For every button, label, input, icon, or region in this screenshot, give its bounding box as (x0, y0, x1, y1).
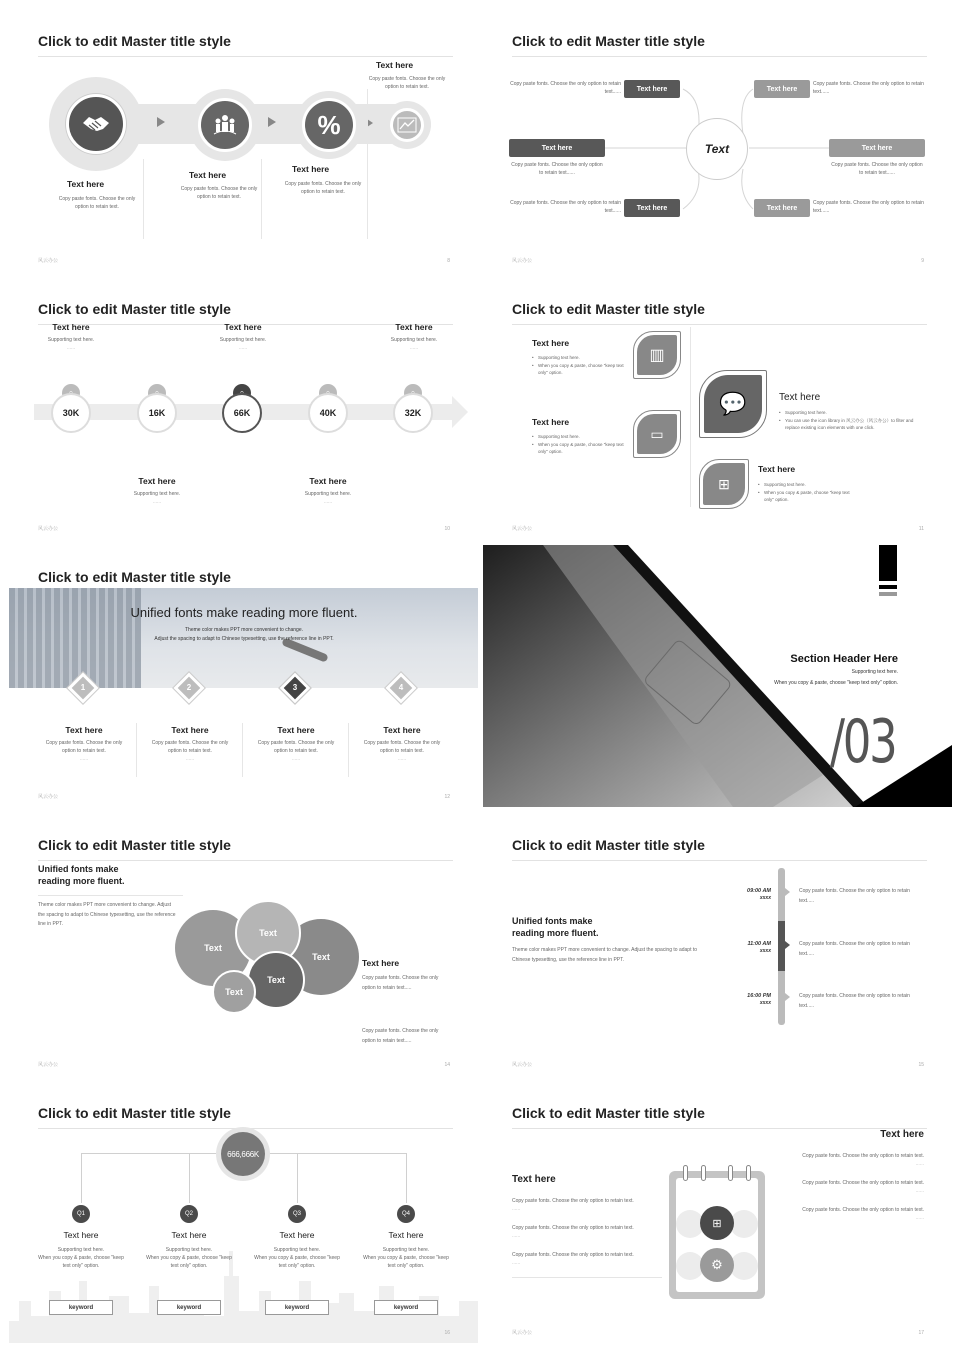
bubble-top: Text (235, 900, 301, 966)
page-number: 10 (444, 526, 450, 532)
right-dots-3: ...... (915, 1215, 924, 1221)
section-mark (879, 545, 897, 601)
divider (143, 159, 144, 239)
team-icon (212, 112, 238, 138)
left-dots-3: ...... (512, 1260, 521, 1266)
stat-16k: 16K (137, 393, 177, 433)
arrow-1 (157, 117, 165, 127)
slide-15[interactable] (483, 813, 952, 1075)
time-3: 16:00 PM (747, 993, 771, 999)
q4-body-1: Supporting text here. (382, 1247, 430, 1253)
bottom-1-dots: ...... (152, 499, 162, 505)
top-3-dots: ...... (409, 345, 419, 351)
col-4-dots: ...... (397, 756, 407, 762)
q3-badge: Q3 (288, 1205, 306, 1223)
mark-line (879, 585, 897, 589)
slide-title: Click to edit Master title style (38, 1105, 231, 1121)
top-2-body: Supporting text here. (219, 337, 267, 343)
right-dots-2: ...... (915, 1188, 924, 1194)
right-dots-1: ...... (915, 1161, 924, 1167)
title-rule (512, 1128, 927, 1129)
keyword-2: keyword (157, 1300, 221, 1315)
bottom-1-heading: Text here (138, 476, 176, 486)
mark-bar (879, 545, 897, 581)
footer: 风云办公 (38, 1062, 59, 1068)
binder-ring (746, 1165, 751, 1181)
slide-title: Click to edit Master title style (38, 569, 231, 585)
q1-badge: Q1 (72, 1205, 90, 1223)
keyword-3: keyword (265, 1300, 329, 1315)
title-rule (38, 56, 453, 57)
q3-body-2: When you copy & paste, choose "keep text only" option. (254, 1255, 340, 1269)
slide-9[interactable] (483, 9, 952, 271)
org-chart-icon-tile (699, 459, 749, 509)
step-1-body: Copy paste fonts. Choose the only option to retain text. (58, 196, 136, 210)
top-1-body: Supporting text here. (47, 337, 95, 343)
mark-line (879, 592, 897, 596)
step-2-body: Copy paste fonts. Choose the only option to retain text. (180, 186, 258, 200)
connector-v (297, 1153, 298, 1203)
tag-right-mid: Text here (829, 139, 925, 157)
footer: 风云办公 (38, 794, 59, 800)
col-1-dots: ...... (79, 756, 89, 762)
item-2-heading: Text here (532, 417, 570, 427)
total-value: 666,666K (227, 1149, 259, 1159)
right-line-3: Copy paste fonts. Choose the only option to retain text. (802, 1207, 924, 1213)
time-2-text: Copy paste fonts. Choose the only option to retain text..... (799, 941, 910, 957)
connector-v (81, 1153, 82, 1203)
q2-body-2: When you copy & paste, choose "keep text only" option. (146, 1255, 232, 1269)
title-rule (512, 860, 927, 861)
page-number: 8 (447, 258, 450, 264)
timeline-arrow-head (452, 396, 468, 428)
page-number: 11 (918, 526, 924, 532)
banner-sub-1: Theme color makes PPT more convenient to change. (184, 627, 304, 633)
col-4-heading: Text here (383, 725, 421, 735)
item-4-heading: Text here (758, 464, 796, 474)
q3-heading: Text here (279, 1230, 315, 1240)
text-right-mid: Copy paste fonts. Choose the only option to retain text...... (831, 162, 923, 176)
tag-right-top: Text here (754, 80, 810, 98)
left-heading: Text here (512, 1174, 556, 1185)
text-left-top: Copy paste fonts. Choose the only option to retain text...... (510, 81, 621, 95)
handshake-icon (81, 111, 111, 137)
left-dots-2: ...... (512, 1233, 521, 1239)
item-3-bullets: • Supporting text here. • You can use the icon library in 风云办公（风云办公）to filter and replace existing icon elements with one click. (779, 409, 929, 432)
binder-ring (701, 1165, 706, 1181)
gears-icon: ⚙ (700, 1248, 734, 1282)
section-sub: Supporting text here. (851, 669, 898, 675)
bubble-right: Text (283, 919, 359, 995)
binder-ring (728, 1165, 733, 1181)
slide-title: Click to edit Master title style (512, 837, 705, 853)
q1-body-2: When you copy & paste, choose "keep text only" option. (38, 1255, 124, 1269)
slide-title: Click to edit Master title style (512, 1105, 705, 1121)
bubble-middle: Text (247, 951, 305, 1009)
q3-body-1: Supporting text here. (273, 1247, 321, 1253)
divider (690, 327, 691, 507)
q1-heading: Text here (63, 1230, 99, 1240)
stat-30k: 30K (51, 393, 91, 433)
slide-17[interactable] (483, 1081, 952, 1343)
binder-ring (683, 1165, 688, 1181)
section-heading: Section Header Here (790, 653, 898, 665)
intro-heading: Unified fonts make reading more fluent. (38, 864, 125, 886)
step-4-heading: Text here (376, 60, 414, 70)
slide-section-03[interactable] (483, 545, 952, 807)
q4-badge: Q4 (397, 1205, 415, 1223)
stat-40k: 40K (308, 393, 348, 433)
org-chart-icon: ⊞ (703, 463, 745, 505)
top-2-heading: Text here (224, 322, 262, 332)
step-diamond-2: 2 (173, 672, 204, 703)
title-rule (38, 860, 453, 861)
tag-left-mid: Text here (509, 139, 605, 157)
page-number: 12 (444, 794, 450, 800)
slide-title: Click to edit Master title style (512, 33, 705, 49)
page-number: 9 (921, 258, 924, 264)
footer: 风云办公 (38, 526, 59, 532)
stat-66k: 66K (222, 393, 262, 433)
col-2-dots: ...... (185, 756, 195, 762)
slide-16[interactable] (9, 1081, 478, 1343)
picture-icon-tile (633, 410, 681, 458)
slide-11[interactable] (483, 277, 952, 539)
side-body-2: Copy paste fonts. Choose the only option to retain text..... (362, 1028, 439, 1044)
title-rule (512, 324, 927, 325)
building-icon: ▥ (637, 335, 677, 375)
keyword-4: keyword (374, 1300, 438, 1315)
item-4-bullets: • Supporting text here. • When you copy & paste, choose "keep text only" option. (758, 481, 854, 504)
intro-body: Theme color makes PPT more convenient to change. Adjust the spacing to adapt to Chinese typesetting, use the reference line in PPT. (512, 947, 698, 963)
col-4-body: Copy paste fonts. Choose the only option to retain text. (363, 740, 441, 754)
col-3-heading: Text here (277, 725, 315, 735)
col-3-dots: ...... (291, 756, 301, 762)
item-2-bullets: • Supporting text here. • When you copy & paste, choose "keep text only" option. (532, 433, 628, 456)
bottom-2-dots: ...... (323, 499, 333, 505)
text-right-bottom: Copy paste fonts. Choose the only option to retain text...... (813, 200, 924, 214)
banner-headline: Unified fonts make reading more fluent. (130, 605, 358, 620)
step-diamond-3: 3 (279, 672, 310, 703)
tag-left-top: Text here (624, 80, 680, 98)
time-3-text: Copy paste fonts. Choose the only option to retain text..... (799, 993, 910, 1009)
item-1-bullets: • Supporting text here. • When you copy & paste, choose "keep text only" option. (532, 354, 628, 377)
q2-body-1: Supporting text here. (165, 1247, 213, 1253)
top-1-heading: Text here (52, 322, 90, 332)
notebook-graphic (669, 1171, 765, 1299)
time-1-x: xxxx (759, 895, 771, 901)
footer: 风云办公 (512, 1330, 533, 1336)
text-left-bottom: Copy paste fonts. Choose the only option to retain text...... (510, 200, 621, 214)
footer: 风云办公 (512, 526, 533, 532)
slide-title: Click to edit Master title style (38, 33, 231, 49)
right-line-1: Copy paste fonts. Choose the only option to retain text. (802, 1153, 924, 1159)
banner-sub-2: Adjust the spacing to adapt to Chinese typesetting, use the reference line in PPT. (154, 636, 334, 642)
pointer-1 (785, 888, 790, 896)
page-number: 17 (918, 1330, 924, 1336)
tag-left-bottom: Text here (624, 199, 680, 217)
col-1-body: Copy paste fonts. Choose the only option to retain text. (45, 740, 123, 754)
arrow-2 (268, 117, 276, 127)
intro-rule (38, 895, 183, 896)
connector-v (406, 1153, 407, 1203)
q1-body-1: Supporting text here. (57, 1247, 105, 1253)
left-line-2: Copy paste fonts. Choose the only option to retain text. (512, 1225, 634, 1231)
side-body: Copy paste fonts. Choose the only option to retain text..... (362, 975, 439, 991)
item-1-heading: Text here (532, 338, 570, 348)
time-1-text: Copy paste fonts. Choose the only option to retain text..... (799, 888, 910, 904)
notebook-page (676, 1178, 758, 1292)
chat-icon-tile (699, 370, 767, 438)
pointer-3 (785, 993, 790, 1001)
percent-icon: % (317, 109, 341, 140)
col-1-heading: Text here (65, 725, 103, 735)
picture-icon: ▭ (637, 414, 677, 454)
q2-badge: Q2 (180, 1205, 198, 1223)
page-number: 15 (918, 1062, 924, 1068)
page-number: 14 (444, 1062, 450, 1068)
time-1: 09:00 AM (747, 888, 771, 894)
step-diamond-4: 4 (385, 672, 416, 703)
top-3-body: Supporting text here. (390, 337, 438, 343)
slide-12[interactable] (9, 545, 478, 807)
left-line-3: Copy paste fonts. Choose the only option to retain text. (512, 1252, 634, 1258)
col-2-body: Copy paste fonts. Choose the only option to retain text. (151, 740, 229, 754)
col-3-body: Copy paste fonts. Choose the only option to retain text. (257, 740, 335, 754)
top-1-dots: ...... (66, 345, 76, 351)
center-label: Text (704, 142, 730, 156)
slide-title: Click to edit Master title style (38, 837, 231, 853)
step-4-body: Copy paste fonts. Choose the only option to retain text. (368, 76, 446, 90)
divider (136, 723, 137, 777)
q4-heading: Text here (388, 1230, 424, 1240)
section-sub-2: When you copy & paste, choose "keep text only" option. (774, 680, 898, 686)
building-icon-tile (633, 331, 681, 379)
divider (348, 723, 349, 777)
left-divider (512, 1277, 662, 1278)
slide-10[interactable] (9, 277, 478, 539)
top-2-dots: ...... (238, 345, 248, 351)
right-line-2: Copy paste fonts. Choose the only option to retain text. (802, 1180, 924, 1186)
right-heading: Text here (880, 1129, 924, 1140)
left-dots-1: ...... (512, 1206, 521, 1212)
blob-right-2 (730, 1252, 758, 1280)
footer: 风云办公 (512, 1062, 533, 1068)
step-3-body: Copy paste fonts. Choose the only option to retain text. (284, 181, 362, 195)
hierarchy-icon: ⊞ (700, 1206, 734, 1240)
slide-title: Click to edit Master title style (38, 301, 231, 317)
text-right-top: Copy paste fonts. Choose the only option to retain text...... (813, 81, 924, 95)
step-diamond-1: 1 (67, 672, 98, 703)
divider (367, 89, 368, 239)
total-badge (221, 1132, 265, 1176)
time-3-x: xxxx (759, 1000, 771, 1006)
connector-v (189, 1153, 190, 1203)
page-number: 16 (444, 1330, 450, 1336)
center-circle (686, 118, 748, 180)
intro-heading: Unified fonts make reading more fluent. (512, 916, 599, 938)
tag-right-bottom: Text here (754, 199, 810, 217)
slide-14[interactable] (9, 813, 478, 1075)
blob-right (730, 1210, 758, 1238)
step-1-heading: Text here (67, 179, 105, 189)
keyword-1: keyword (49, 1300, 113, 1315)
q2-heading: Text here (171, 1230, 207, 1240)
trend-icon (397, 117, 417, 133)
step-3-heading: Text here (292, 164, 330, 174)
step-3-disc (302, 98, 356, 152)
intro-body: Theme color makes PPT more convenient to change. Adjust the spacing to adapt to Chinese typesetting, use the reference line in PPT. (38, 902, 176, 927)
pointer-2 (785, 941, 790, 949)
side-heading: Text here (362, 958, 400, 968)
time-2-x: xxxx (759, 948, 771, 954)
divider (242, 723, 243, 777)
timeline-active (778, 921, 785, 971)
section-number: /03 (830, 707, 896, 777)
item-3-heading: Text here (779, 392, 821, 403)
text-left-mid: Copy paste fonts. Choose the only option to retain text...... (511, 162, 603, 176)
footer: 风云办公 (38, 258, 59, 264)
slide-title: Click to edit Master title style (512, 301, 705, 317)
time-2: 11:00 AM (747, 941, 771, 947)
left-line-1: Copy paste fonts. Choose the only option to retain text. (512, 1198, 634, 1204)
divider (261, 159, 262, 239)
bottom-1-body: Supporting text here. (133, 491, 181, 497)
stat-32k: 32K (393, 393, 433, 433)
bubble-small: Text (212, 970, 256, 1014)
top-3-heading: Text here (395, 322, 433, 332)
bubble-large-left: Text (175, 910, 251, 986)
chat-icon: 💬 (704, 375, 762, 433)
footer: 风云办公 (512, 258, 533, 264)
bottom-2-body: Supporting text here. (304, 491, 352, 497)
q4-body-2: When you copy & paste, choose "keep text only" option. (363, 1255, 449, 1269)
bottom-2-heading: Text here (309, 476, 347, 486)
step-2-heading: Text here (189, 170, 227, 180)
slide-8[interactable] (9, 9, 478, 271)
col-2-heading: Text here (171, 725, 209, 735)
